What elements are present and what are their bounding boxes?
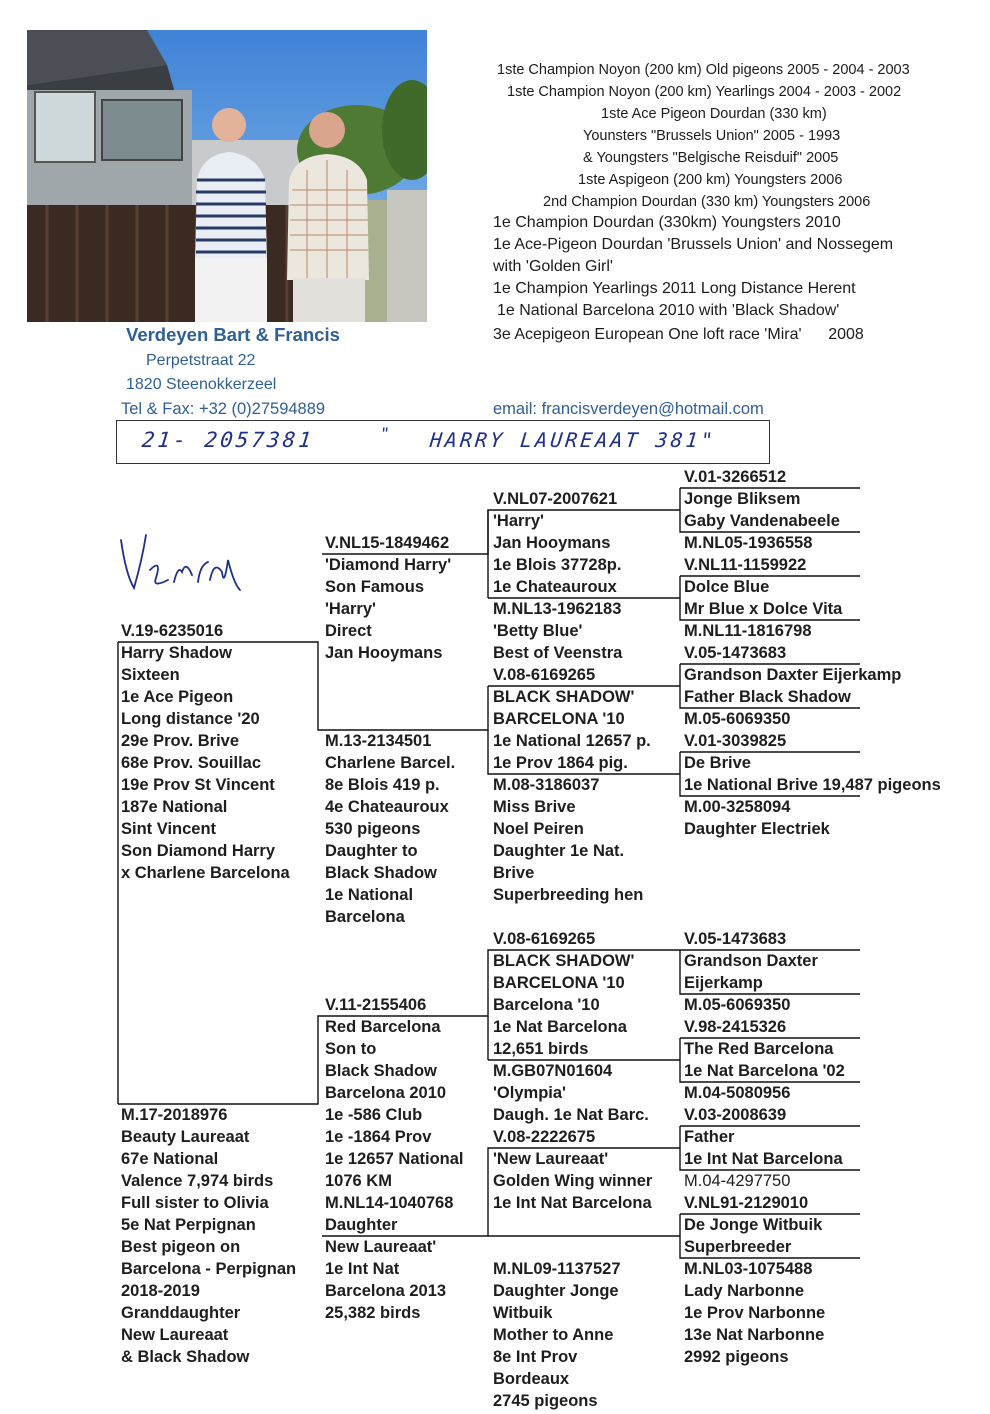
pedigree-text: & Black Shadow	[121, 1348, 250, 1366]
pedigree-text: Jan Hooymans	[325, 644, 443, 662]
pedigree-text: 2745 pigeons	[493, 1392, 598, 1410]
ancestor-g4	[684, 1192, 822, 1258]
achievement-line: 1e National Barcelona 2010 with 'Black Shadow'	[497, 302, 840, 319]
ring-id: V.08-6169265	[493, 666, 596, 684]
pigeon-name: The Red Barcelona	[684, 1040, 834, 1058]
pedigree-text: Son Diamond Harry	[121, 842, 276, 860]
pigeon-name: BLACK SHADOW'	[493, 952, 635, 970]
achievement-line: 3e Acepigeon European One loft race 'Mira' 2008	[493, 326, 864, 343]
pedigree-text: Barcelona '10	[493, 996, 600, 1014]
ancestor-g4	[684, 1258, 825, 1368]
pedigree-text: 1e Int Nat	[325, 1260, 400, 1278]
pedigree-text: Superbreeder	[684, 1238, 792, 1256]
pedigree-text: 1e -586 Club	[325, 1106, 423, 1124]
sire-dam-pigeon	[325, 730, 455, 928]
pedigree-text: Jan Hooymans	[493, 534, 611, 552]
pedigree-text: 4e Chateauroux	[325, 798, 449, 816]
ring-id: V.98-2415326	[684, 1018, 787, 1036]
dam-sire-pigeon	[325, 994, 464, 1192]
ring-id: V.01-3266512	[684, 468, 787, 486]
pedigree-text: 19e Prov St Vincent	[121, 776, 275, 794]
ancestor-g4	[684, 642, 901, 708]
pedigree-text: 1e Nat Barcelona '02	[684, 1062, 845, 1080]
pedigree-text: Daughter	[325, 1216, 398, 1234]
pedigree-text: Daugh. 1e Nat Barc.	[493, 1106, 649, 1124]
ring-id: M.NL14-1040768	[325, 1194, 454, 1212]
ring-id: V.01-3039825	[684, 732, 787, 750]
ring-id: V.05-1473683	[684, 644, 787, 662]
ancestor-g3	[493, 928, 634, 1060]
pedigree-text: 67e National	[121, 1150, 219, 1168]
achievement-line: 2nd Champion Dourdan (330 km) Youngsters 2006	[543, 194, 871, 210]
ring-id: M.00-3258094	[684, 798, 791, 816]
pedigree-text: 5e Nat Perpignan	[121, 1216, 256, 1234]
pedigree-text: Gaby Vandenabeele	[684, 512, 840, 530]
pedigree-text: Full sister to Olivia	[121, 1194, 269, 1212]
pedigree-text: 1e Nat Barcelona	[493, 1018, 627, 1036]
pedigree-text: 2018-2019	[121, 1282, 200, 1300]
pedigree-text: 1e 12657 National	[325, 1150, 464, 1168]
ancestor-g3	[493, 598, 622, 664]
ancestor-g4	[684, 928, 818, 994]
pigeon-name: 'Diamond Harry'	[325, 556, 452, 574]
ancestor-g4	[684, 466, 840, 532]
ring-id: V.03-2008639	[684, 1106, 787, 1124]
achievement-line: 1e Champion Yearlings 2011 Long Distance Herent	[493, 280, 856, 297]
ancestor-g4	[684, 708, 790, 730]
pedigree-text: Son to	[325, 1040, 377, 1058]
ring-id: M.NL13-1962183	[493, 600, 622, 618]
achievement-line: 1ste Aspigeon (200 km) Youngsters 2006	[578, 172, 843, 188]
ring-id: V.19-6235016	[121, 622, 224, 640]
pedigree-text: 29e Prov. Brive	[121, 732, 240, 750]
pigeon-name: 'New Laureaat'	[493, 1150, 609, 1168]
pedigree-text: 25,382 birds	[325, 1304, 421, 1322]
pedigree-text: Witbuik	[493, 1304, 553, 1322]
pedigree-text: 1e Ace Pigeon	[121, 688, 234, 706]
pedigree-text: Direct	[325, 622, 372, 640]
pigeon-name: De Brive	[684, 754, 751, 772]
ring-id: M.08-3186037	[493, 776, 600, 794]
pedigree-text: Sint Vincent	[121, 820, 217, 838]
achievement-line: 1ste Champion Noyon (200 km) Yearlings 2004 - 2003 - 2002	[507, 84, 902, 100]
ring-id: M.NL03-1075488	[684, 1260, 813, 1278]
ancestor-g3	[493, 664, 651, 774]
pedigree-text: Daughter Electriek	[684, 820, 830, 838]
ring-id: V.NL07-2007621	[493, 490, 618, 508]
pigeon-name: 'Betty Blue'	[493, 622, 583, 640]
ancestor-g3	[493, 1258, 621, 1412]
pedigree-text: 187e National	[121, 798, 228, 816]
ring-id: V.NL91-2129010	[684, 1194, 809, 1212]
pedigree-text: 'Harry'	[325, 600, 376, 618]
ring-id: M.NL05-1936558	[684, 534, 813, 552]
ancestor-g4	[684, 554, 842, 620]
pedigree-text: 530 pigeons	[325, 820, 421, 838]
pedigree-text: Father Black Shadow	[684, 688, 851, 706]
pedigree-text: Long distance '20	[121, 710, 260, 728]
achievement-line: & Youngsters "Belgische Reisduif" 2005	[583, 150, 839, 166]
pedigree-text: Granddaughter	[121, 1304, 241, 1322]
pedigree-text: 1e Prov Narbonne	[684, 1304, 826, 1322]
dam-dam-pigeon	[325, 1192, 453, 1324]
pedigree-text: Best of Veenstra	[493, 644, 623, 662]
pigeon-name: De Jonge Witbuik	[684, 1216, 823, 1234]
pigeon-name: Father	[684, 1128, 735, 1146]
ancestor-g4	[684, 532, 812, 554]
pedigree-text: BARCELONA '10	[493, 710, 625, 728]
pigeon-name: 'Harry'	[493, 512, 544, 530]
achievement-line: 1e Ace-Pigeon Dourdan 'Brussels Union' and Nossegem	[493, 236, 894, 253]
ring-id: M.NL11-1816798	[684, 622, 812, 640]
pedigree-text: Barcelona - Perpignan	[121, 1260, 297, 1278]
pedigree-text: 1e National Brive 19,487 pigeons	[684, 776, 941, 794]
phone-number: Tel & Fax: +32 (0)27594889	[121, 400, 326, 418]
pedigree-text: 1e Int Nat Barcelona	[493, 1194, 652, 1212]
pigeon-name: Lady Narbonne	[684, 1282, 805, 1300]
pedigree-text: Son Famous	[325, 578, 425, 596]
ring-number: 21- 2057381	[140, 428, 316, 452]
ancestor-g3	[493, 774, 643, 906]
pedigree-text: 8e Int Prov	[493, 1348, 578, 1366]
pedigree-text: Barcelona	[325, 908, 405, 926]
ancestor-g4	[684, 994, 790, 1016]
ditto-mark: "	[379, 424, 394, 443]
pedigree-text: Superbreeding hen	[493, 886, 644, 904]
ring-id: M.04-5080956	[684, 1084, 791, 1102]
pigeon-name: 'Olympia'	[493, 1084, 566, 1102]
ring-id: V.05-1473683	[684, 930, 787, 948]
pedigree-text: Barcelona 2010	[325, 1084, 447, 1102]
street-address: Perpetstraat 22	[146, 352, 256, 369]
ancestor-g4	[684, 1016, 845, 1082]
pedigree-text: 68e Prov. Souillac	[121, 754, 262, 772]
ring-id: M.05-6069350	[684, 996, 791, 1014]
pigeon-name: Dolce Blue	[684, 578, 770, 596]
pigeon-name-handwritten: HARRY LAUREAAT 381"	[428, 428, 718, 452]
pedigree-text: 1e National 12657 p.	[493, 732, 651, 750]
pedigree-text: 8e Blois 419 p.	[325, 776, 440, 794]
email-link[interactable]: email: francisverdeyen@hotmail.com	[493, 400, 764, 418]
pigeon-name: Harry Shadow	[121, 644, 232, 662]
pigeon-name: Charlene Barcel.	[325, 754, 456, 772]
ring-id: V.NL11-1159922	[684, 556, 807, 574]
pedigree-text: Barcelona 2013	[325, 1282, 447, 1300]
achievement-line: 1ste Champion Noyon (200 km) Old pigeons 2005 - 2004 - 2003	[497, 62, 910, 78]
achievement-line: Younsters "Brussels Union" 2005 - 1993	[583, 128, 841, 144]
pigeon-name: Grandson Daxter	[684, 952, 818, 970]
ring-id: M.17-2018976	[121, 1106, 228, 1124]
pigeon-name: Grandson Daxter Eijerkamp	[684, 666, 902, 684]
ancestor-g4	[684, 1082, 790, 1104]
pigeon-name: Red Barcelona	[325, 1018, 441, 1036]
pedigree-text: 1e Int Nat Barcelona	[684, 1150, 843, 1168]
dam-pigeon	[121, 1104, 296, 1368]
pedigree-text: 1e -1864 Prov	[325, 1128, 432, 1146]
pigeon-name: Miss Brive	[493, 798, 576, 816]
owner-name: Verdeyen Bart & Francis	[126, 324, 340, 345]
pedigree-text: Best pigeon on	[121, 1238, 241, 1256]
pedigree-text: Daughter to	[325, 842, 418, 860]
ring-id: M.04-4297750	[684, 1172, 791, 1190]
pedigree-text: Sixteen	[121, 666, 180, 684]
pigeon-name: BLACK SHADOW'	[493, 688, 635, 706]
pedigree-text: Daughter Jonge	[493, 1282, 619, 1300]
sire-sire-pigeon	[325, 532, 451, 664]
pedigree-text: 12,651 birds	[493, 1040, 589, 1058]
pigeon-name: Jonge Bliksem	[684, 490, 801, 508]
pedigree-text: Mother to Anne	[493, 1326, 614, 1344]
ancestor-g4	[684, 620, 812, 642]
pedigree-text: Golden Wing winner	[493, 1172, 653, 1190]
ancestor-g3	[493, 1060, 649, 1126]
ring-id: V.08-2222675	[493, 1128, 596, 1146]
ancestor-g4	[684, 1104, 843, 1170]
ancestor-g4	[684, 796, 830, 840]
achievement-line: 1e Champion Dourdan (330km) Youngsters 2010	[493, 214, 841, 231]
pedigree-text: 1e Blois 37728p.	[493, 556, 622, 574]
pedigree-text: Noel Peiren	[493, 820, 584, 838]
ring-id: V.NL15-1849462	[325, 534, 450, 552]
achievement-line: with 'Golden Girl'	[493, 258, 613, 275]
pedigree-text: 1e National	[325, 886, 414, 904]
ring-id: M.05-6069350	[684, 710, 791, 728]
ring-id: V.08-6169265	[493, 930, 596, 948]
subject-pigeon	[121, 620, 290, 884]
ring-id: M.GB07N01604	[493, 1062, 613, 1080]
pedigree-text: BARCELONA '10	[493, 974, 625, 992]
ancestor-g4	[684, 730, 941, 796]
pedigree-text: x Charlene Barcelona	[121, 864, 290, 882]
pedigree-text: Black Shadow	[325, 864, 437, 882]
pedigree-text: 13e Nat Narbonne	[684, 1326, 825, 1344]
pedigree-text: Eijerkamp	[684, 974, 763, 992]
pedigree-text: 1076 KM	[325, 1172, 392, 1190]
ancestor-g3	[493, 488, 621, 598]
pigeon-name: New Laureaat'	[325, 1238, 437, 1256]
pedigree-text: Mr Blue x Dolce Vita	[684, 600, 843, 618]
pedigree-text: Brive	[493, 864, 535, 882]
ring-id: M.13-2134501	[325, 732, 432, 750]
ring-id: M.NL09-1137527	[493, 1260, 621, 1278]
pigeon-name: Beauty Laureaat	[121, 1128, 250, 1146]
pedigree-text: 1e Chateauroux	[493, 578, 617, 596]
pedigree-text: 1e Prov 1864 pig.	[493, 754, 628, 772]
ring-id: V.11-2155406	[325, 996, 427, 1014]
city-address: 1820 Steenokkerzeel	[126, 376, 277, 393]
achievement-line: 1ste Ace Pigeon Dourdan (330 km)	[601, 106, 827, 122]
pedigree-text: 2992 pigeons	[684, 1348, 789, 1366]
pedigree-text: Bordeaux	[493, 1370, 570, 1388]
ancestor-g3	[493, 1126, 652, 1214]
pedigree-text: Daughter 1e Nat.	[493, 842, 625, 860]
pedigree-text: Valence 7,974 birds	[121, 1172, 274, 1190]
pedigree-text: Black Shadow	[325, 1062, 437, 1080]
pedigree-text: New Laureaat	[121, 1326, 229, 1344]
ancestor-g4	[684, 1170, 790, 1192]
